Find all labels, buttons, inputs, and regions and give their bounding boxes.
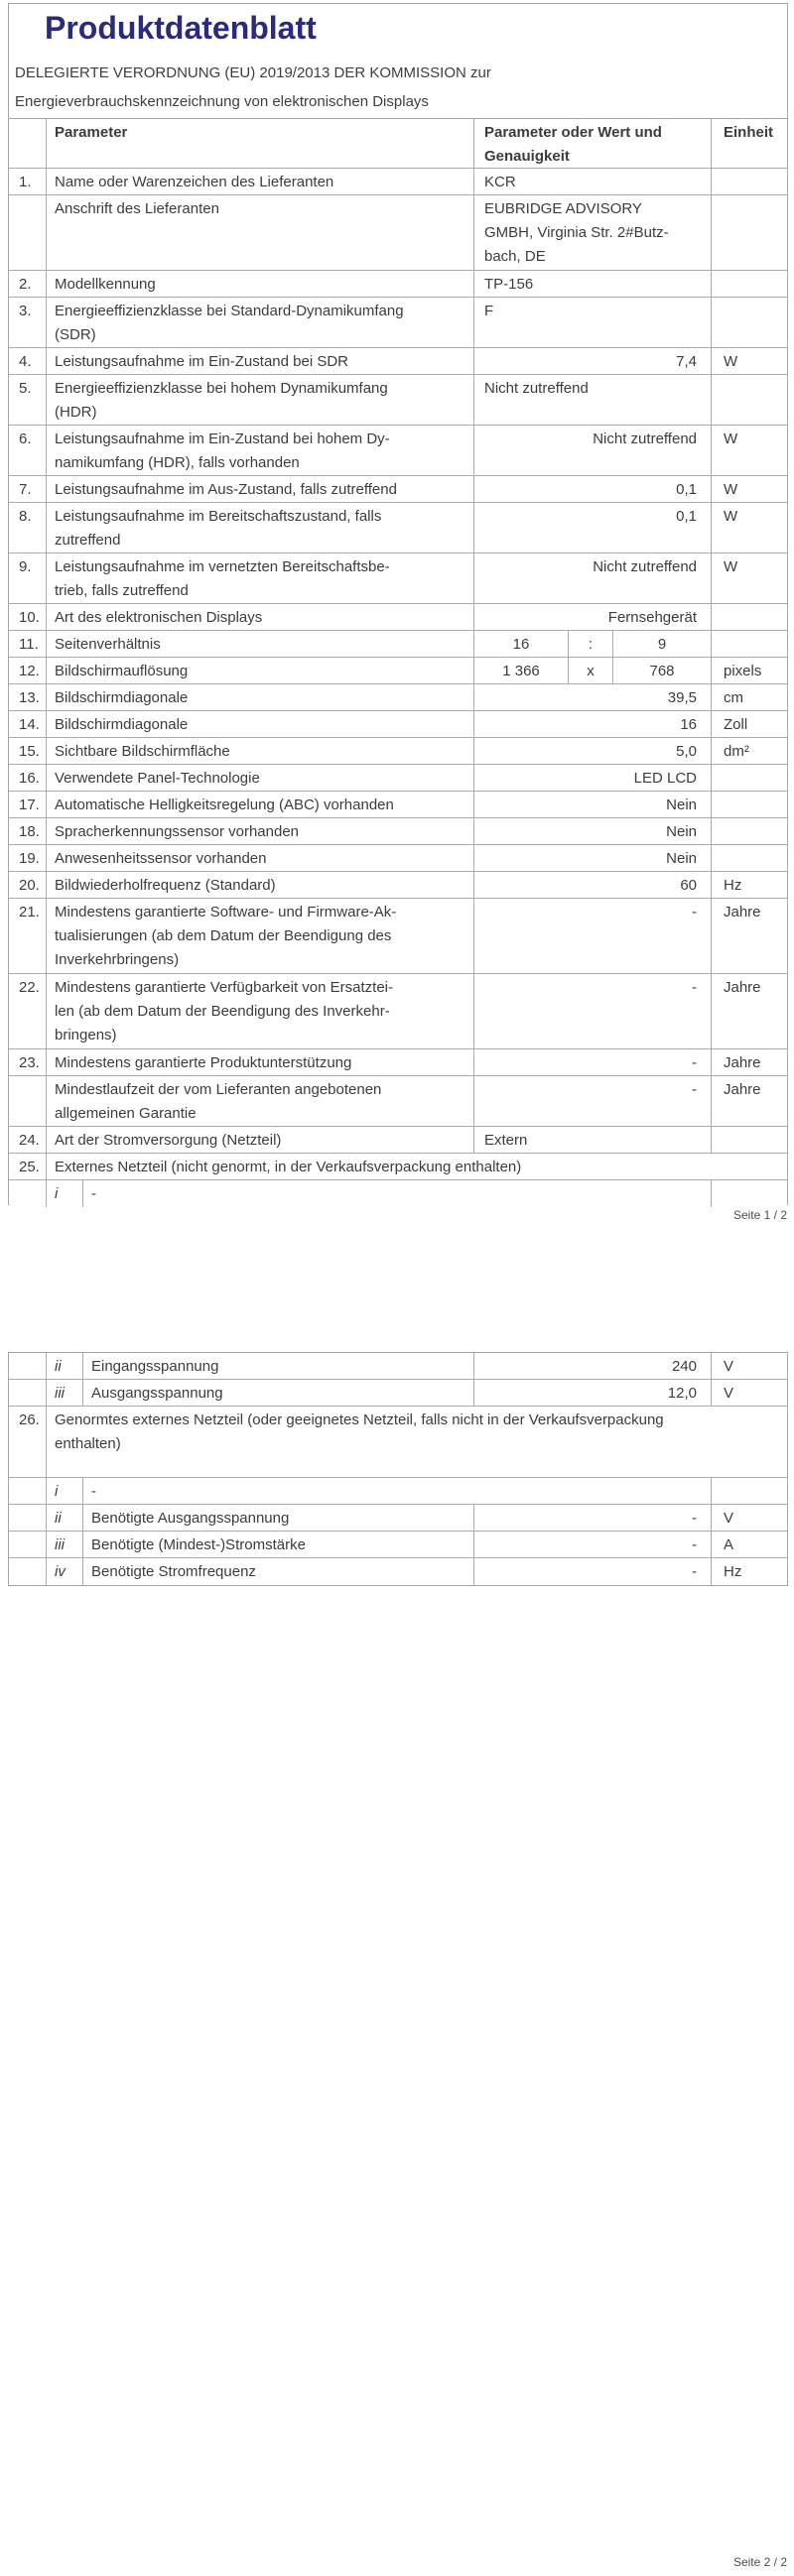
row-number: 18. [19, 823, 40, 840]
row-number [9, 1076, 46, 1126]
row-number: 24. [19, 1132, 40, 1149]
row-value-second: 768 [612, 658, 711, 683]
table-row [9, 1076, 787, 1127]
table-row [9, 1180, 787, 1207]
table-row [9, 818, 787, 845]
row-value: Nein [473, 845, 711, 871]
table-row [9, 792, 787, 818]
row-parameter: Energieeffizienzklasse bei hohem Dynamikumfang (HDR) [46, 375, 473, 425]
row-parameter: Energieeffizienzklasse bei Standard-Dynamikumfang (SDR) [46, 298, 473, 347]
row-unit: V [711, 1505, 787, 1531]
row-value: - [473, 974, 711, 1048]
row-value: Fernsehgerät [473, 604, 711, 630]
row-number [9, 195, 46, 270]
row-value: Nicht zutreffend [473, 553, 711, 603]
row-parameter: Mindestens garantierte Produktunterstützung [46, 1049, 473, 1075]
row-index: ii [46, 1505, 82, 1531]
row-value: Nicht zutreffend [473, 375, 711, 425]
row-value-separator: x [568, 658, 612, 683]
table-row [9, 845, 787, 872]
row-unit: V [711, 1353, 787, 1379]
row-value: 60 [473, 872, 711, 898]
row-parameter: Modellkennung [46, 271, 473, 297]
table-row [9, 1532, 787, 1558]
page-1-frame [8, 3, 788, 1205]
row-parameter: Name oder Warenzeichen des Lieferanten [46, 169, 473, 194]
row-unit [711, 169, 787, 194]
row-value: 12,0 [473, 1380, 711, 1406]
row-parameter: Bildschirmdiagonale [46, 711, 473, 737]
table-row [9, 476, 787, 503]
table-row [9, 738, 787, 765]
row-number: 2. [19, 276, 32, 293]
row-value: TP-156 [473, 271, 711, 297]
row-parameter: Seitenverhältnis [46, 631, 473, 657]
table-row [9, 426, 787, 476]
row-value: Nein [473, 792, 711, 817]
row-unit [711, 604, 787, 630]
table-row [9, 195, 787, 271]
row-unit: V [711, 1380, 787, 1406]
table-row [9, 658, 787, 684]
row-unit: Hz [711, 872, 787, 898]
row-number: 9. [19, 558, 32, 575]
row-unit [711, 792, 787, 817]
row-value: - [473, 899, 711, 973]
row-unit: Jahre [711, 899, 787, 973]
row-index: ii [46, 1353, 82, 1379]
row-unit [711, 271, 787, 297]
row-number: 21. [19, 904, 40, 920]
row-value-second: 9 [612, 631, 711, 657]
row-number: 20. [19, 877, 40, 894]
row-number: 23. [19, 1054, 40, 1071]
table-row [9, 1353, 787, 1380]
row-number: 22. [19, 979, 40, 996]
row-number [9, 1380, 46, 1406]
row-number: 14. [19, 716, 40, 733]
row-unit [711, 845, 787, 871]
row-unit [711, 1127, 787, 1153]
row-number: 15. [19, 743, 40, 760]
table-row [9, 872, 787, 899]
row-unit: Jahre [711, 1076, 787, 1126]
row-unit: W [711, 476, 787, 502]
row-unit: W [711, 503, 787, 552]
row-parameter: Leistungsaufnahme im Aus-Zustand, falls zutreffend [46, 476, 473, 502]
row-value: EUBRIDGE ADVISORY GMBH, Virginia Str. 2#Butz- bach, DE [473, 195, 711, 270]
row-unit [711, 375, 787, 425]
row-parameter: Verwendete Panel-Technologie [46, 765, 473, 791]
row-unit [711, 1478, 787, 1504]
row-number: 17. [19, 797, 40, 813]
row-index: iii [46, 1380, 82, 1406]
row-unit: pixels [711, 658, 787, 683]
table-row [9, 298, 787, 348]
row-unit: dm² [711, 738, 787, 764]
table-row [9, 1127, 787, 1154]
row-parameter: Benötigte Stromfrequenz [82, 1558, 473, 1585]
table-row [9, 604, 787, 631]
row-value: KCR [473, 169, 711, 194]
row-number: 10. [19, 609, 40, 626]
row-number [9, 1558, 46, 1585]
row-parameter: Anschrift des Lieferanten [46, 195, 473, 270]
row-unit [711, 631, 787, 657]
row-number: 7. [19, 481, 32, 498]
row-value: 5,0 [473, 738, 711, 764]
row-number: 11. [19, 636, 39, 653]
row-value: LED LCD [473, 765, 711, 791]
table-row [9, 899, 787, 974]
row-number: 26. [19, 1411, 40, 1428]
row-value: 0,1 [473, 503, 711, 552]
row-unit [711, 298, 787, 347]
row-parameter: Anwesenheitssensor vorhanden [46, 845, 473, 871]
row-value: 240 [473, 1353, 711, 1379]
row-unit: Jahre [711, 1049, 787, 1075]
row-parameter: Spracherkennungssensor vorhanden [46, 818, 473, 844]
row-number: 4. [19, 353, 32, 370]
row-parameter: Bildschirmauflösung [46, 658, 473, 683]
row-unit [711, 765, 787, 791]
row-unit: W [711, 426, 787, 475]
row-number [9, 1532, 46, 1557]
table-row [9, 1154, 787, 1180]
row-parameter: Ausgangsspannung [82, 1380, 473, 1406]
header-corner-cell [9, 119, 46, 168]
row-text: Externes Netzteil (nicht genormt, in der Verkaufsverpackung enthalten) [46, 1154, 787, 1179]
row-unit [711, 195, 787, 270]
row-unit [711, 818, 787, 844]
row-parameter: Mindestens garantierte Verfügbarkeit von Ersatztei- len (ab dem Datum der Beendigung des Inverkehr- bringens) [46, 974, 473, 1048]
row-parameter: Art der Stromversorgung (Netzteil) [46, 1127, 473, 1153]
row-parameter: Sichtbare Bildschirmfläche [46, 738, 473, 764]
row-unit: cm [711, 684, 787, 710]
header-unit: Einheit [711, 119, 787, 168]
page-title: Produktdatenblatt [45, 10, 317, 46]
row-parameter: Automatische Helligkeitsregelung (ABC) vorhanden [46, 792, 473, 817]
header-value: Parameter oder Wert und Genauigkeit [473, 119, 711, 168]
row-parameter: Leistungsaufnahme im vernetzten Bereitschaftsbe- trieb, falls zutreffend [46, 553, 473, 603]
datasheet-table-page2 [8, 1352, 788, 1586]
table-row [9, 684, 787, 711]
row-parameter: Leistungsaufnahme im Ein-Zustand bei hohem Dy- namikumfang (HDR), falls vorhanden [46, 426, 473, 475]
row-number: 19. [19, 850, 40, 867]
row-unit [711, 1180, 787, 1207]
table-row [9, 765, 787, 792]
row-unit: W [711, 553, 787, 603]
row-parameter: Leistungsaufnahme im Ein-Zustand bei SDR [46, 348, 473, 374]
row-parameter: Mindestens garantierte Software- und Firmware-Ak- tualisierungen (ab dem Datum der Beendigung des Inverkehrbringens) [46, 899, 473, 973]
table-row [9, 271, 787, 298]
table-row [9, 169, 787, 195]
row-index: iv [46, 1558, 82, 1585]
row-parameter: Bildwiederholfrequenz (Standard) [46, 872, 473, 898]
row-value: F [473, 298, 711, 347]
row-value: Extern [473, 1127, 711, 1153]
row-unit: W [711, 348, 787, 374]
table-row [9, 974, 787, 1049]
row-parameter: Mindestlaufzeit der vom Lieferanten angebotenen allgemeinen Garantie [46, 1076, 473, 1126]
row-parameter: Leistungsaufnahme im Bereitschaftszustand, falls zutreffend [46, 503, 473, 552]
table-row [9, 119, 787, 169]
row-number: 1. [19, 174, 32, 190]
row-parameter: Art des elektronischen Displays [46, 604, 473, 630]
table-row [9, 1505, 787, 1532]
row-parameter: Benötigte (Mindest-)Stromstärke [82, 1532, 473, 1557]
row-number: 13. [19, 689, 40, 706]
row-value: 39,5 [473, 684, 711, 710]
row-unit: Jahre [711, 974, 787, 1048]
table-row [9, 503, 787, 553]
page-2-footer: Seite 2 / 2 [732, 2555, 787, 2569]
row-index: i [46, 1478, 82, 1504]
row-number: 3. [19, 303, 32, 319]
table-row [9, 1380, 787, 1407]
row-number [9, 1180, 46, 1207]
row-number: 8. [19, 508, 32, 525]
row-value: - [82, 1478, 711, 1504]
table-row [9, 1049, 787, 1076]
page-1-footer: Seite 1 / 2 [732, 1208, 787, 1222]
row-index: i [46, 1180, 82, 1207]
row-value: - [473, 1532, 711, 1557]
row-value: 16 [473, 711, 711, 737]
row-value: - [473, 1558, 711, 1585]
row-unit: Hz [711, 1558, 787, 1585]
table-row [9, 631, 787, 658]
row-number: 5. [19, 380, 32, 397]
table-row [9, 348, 787, 375]
row-index: iii [46, 1532, 82, 1557]
regulation-subtitle: DELEGIERTE VERORDNUNG (EU) 2019/2013 DER KOMMISSION zur Energieverbrauchskennzeichnung von elektronischen Displays [15, 64, 491, 110]
table-row [9, 1407, 787, 1478]
row-value-first: 16 [473, 631, 568, 657]
row-value: - [473, 1505, 711, 1531]
row-value: Nicht zutreffend [473, 426, 711, 475]
row-number [9, 1478, 46, 1504]
table-row [9, 711, 787, 738]
row-value-first: 1 366 [473, 658, 568, 683]
table-row [9, 1478, 787, 1505]
row-value: 0,1 [473, 476, 711, 502]
row-unit: A [711, 1532, 787, 1557]
row-value: - [473, 1076, 711, 1126]
table-row [9, 375, 787, 426]
table-row [9, 1558, 787, 1585]
row-number [9, 1353, 46, 1379]
row-unit: Zoll [711, 711, 787, 737]
row-number: 16. [19, 770, 40, 787]
row-number: 25. [19, 1159, 40, 1175]
row-parameter: Benötigte Ausgangsspannung [82, 1505, 473, 1531]
row-value: 7,4 [473, 348, 711, 374]
row-parameter: Eingangsspannung [82, 1353, 473, 1379]
row-parameter: Bildschirmdiagonale [46, 684, 473, 710]
row-value-separator: : [568, 631, 612, 657]
row-text: Genormtes externes Netzteil (oder geeignetes Netzteil, falls nicht in der Verkaufsverpackung enthalten) [46, 1407, 787, 1477]
row-value: - [82, 1180, 711, 1207]
table-row [9, 553, 787, 604]
row-number [9, 1505, 46, 1531]
row-value: Nein [473, 818, 711, 844]
row-number: 6. [19, 430, 32, 447]
header-parameter: Parameter [46, 119, 473, 168]
row-value: - [473, 1049, 711, 1075]
row-number: 12. [19, 663, 40, 679]
datasheet-table-page1 [9, 118, 787, 1207]
